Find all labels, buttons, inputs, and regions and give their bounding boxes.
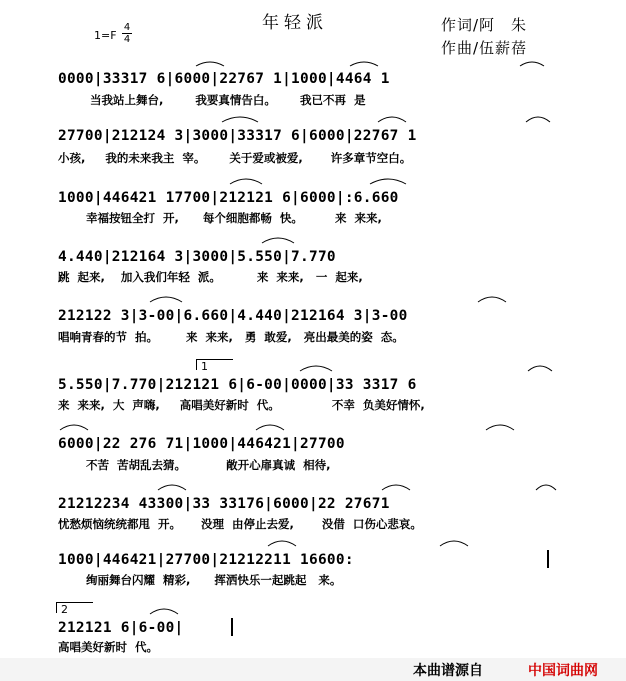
key-signature: 1=F <box>94 29 117 42</box>
lyric-line: 忧愁烦恼统统都甩 开。 没理 由停止去爱, 没借 口伤心悲哀。 <box>58 517 422 531</box>
lyric-line: 小孩, 我的未来我主 宰。 关于爱或被爱, 许多章节空白。 <box>58 151 412 165</box>
notation-line: 21212234 43300|33 33176|6000|22 27671 <box>58 496 390 512</box>
notation-line: 27700|212124 3|3000|33317 6|6000|22767 1 <box>58 128 417 144</box>
slur <box>150 609 178 614</box>
slur <box>478 297 506 302</box>
lyric-line: 来 来来, 大 声嗨, 高唱美好新时 代。 不幸 负美好情怀, <box>58 398 425 412</box>
notation-line: 4.440|212164 3|3000|5.550|7.770 <box>58 249 336 265</box>
slur <box>382 485 410 490</box>
lyric-line: 跳 起来, 加入我们年轻 派。 来 来来, 一 起来, <box>58 270 363 284</box>
slur <box>60 425 88 430</box>
slur <box>370 179 406 184</box>
source-label: 本曲谱源自 <box>413 663 483 679</box>
lyricist-credit: 作词/阿 朱 <box>441 16 528 34</box>
slur <box>536 485 556 490</box>
notation-line: 1000|446421|27700|21212211 16600: <box>58 552 354 568</box>
second-ending-bracket <box>56 602 93 616</box>
lyric-line: 唱响青春的节 拍。 来 来来, 勇 敢爱, 亮出最美的姿 态。 <box>58 330 404 344</box>
slur <box>150 297 182 302</box>
slur <box>158 485 186 490</box>
volta-label: 2 <box>61 603 68 616</box>
slur <box>486 425 514 430</box>
notation-line: 212121 6|6-00| <box>58 620 184 636</box>
composer-credit: 作曲/伍薪蓓 <box>441 39 528 57</box>
notation-line: 5.550|7.770|212121 6|6-00|0000|33 3317 6 <box>58 377 417 393</box>
slur <box>528 366 552 371</box>
lyric-line: 当我站上舞台, 我要真情告白。 我已不再 是 <box>58 93 366 107</box>
notation-line: 1000|446421 17700|212121 6|6000|:6.660 <box>58 190 399 206</box>
lyric-line: 幸福按钮全打 开, 每个细胞都畅 快。 来 来来, <box>58 211 382 225</box>
slur <box>268 541 296 546</box>
song-title: 年轻派 <box>262 13 328 33</box>
slur <box>526 117 550 122</box>
notation-line: 0000|33317 6|6000|22767 1|1000|4464 1 <box>58 71 390 87</box>
first-ending-bracket <box>196 359 233 373</box>
slur <box>440 541 468 546</box>
lyric-line: 高唱美好新时 代。 <box>58 640 159 654</box>
site-name[interactable]: 中国词曲网 <box>528 663 598 679</box>
slur <box>520 62 544 66</box>
slur <box>256 425 284 430</box>
slur <box>230 179 262 184</box>
slur <box>300 366 332 371</box>
lyric-line: 不苦 苦胡乱去猜。 敞开心扉真诚 相待, <box>58 458 331 472</box>
slur <box>378 117 406 122</box>
notation-line: 6000|22 276 71|1000|446421|27700 <box>58 436 345 452</box>
lyric-line: 绚丽舞台闪耀 精彩, 挥洒快乐一起跳起 来。 <box>58 573 342 587</box>
slur <box>196 62 224 66</box>
volta-label: 1 <box>201 360 208 373</box>
meter-bottom: 4 <box>123 34 131 45</box>
slur <box>222 117 258 122</box>
slur <box>262 238 294 243</box>
slur <box>350 62 378 66</box>
meter-top: 4 <box>123 22 131 33</box>
time-signature <box>120 22 134 45</box>
notation-line: 212122 3|3-00|6.660|4.440|212164 3|3-00 <box>58 308 408 324</box>
